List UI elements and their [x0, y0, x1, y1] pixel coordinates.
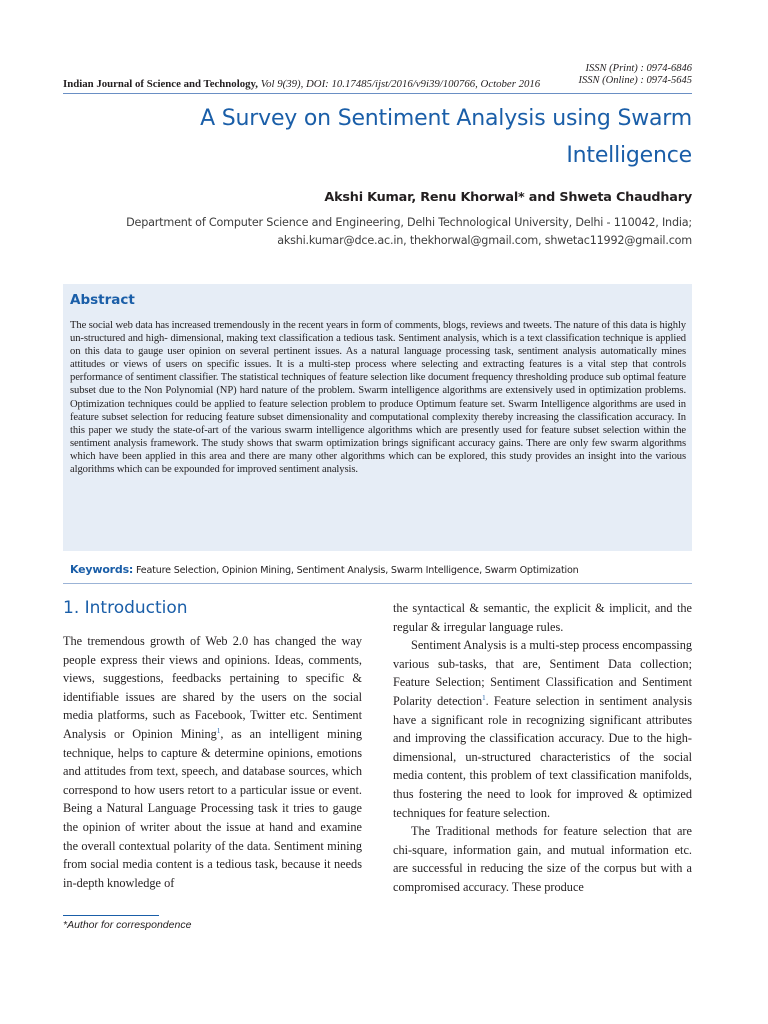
section-heading-introduction: 1. Introduction: [63, 598, 188, 618]
intro-paragraph-2: [393, 636, 692, 822]
intro-paragraph-cont: the syntactical & semantic, the explicit & implicit, and the regular & irregular language rules.: [393, 601, 692, 634]
intro-p1-part-a: The tremendous growth of Web 2.0 has changed the way people express their views and opinions. Ideas, comments, views, suggestions, feedbacks pertaining to specific & identifiable issues are shared by the users on the social media platforms, such as Facebook, Twitter etc. Sentiment Analysis or Opinion Mining: [63, 634, 362, 741]
authors: Akshi Kumar, Renu Khorwal* and Shweta Chaudhary: [324, 190, 692, 205]
title-line-2: Intelligence: [566, 143, 692, 168]
header-rule: [63, 93, 692, 94]
citation-1-link[interactable]: 1: [216, 726, 221, 735]
right-column: [393, 599, 692, 897]
journal-line: [63, 78, 540, 90]
issn-online: ISSN (Online) : 0974-5645: [578, 75, 692, 86]
keywords-rule: [63, 583, 692, 584]
keywords: [70, 563, 690, 576]
affiliation-line-1: Department of Computer Science and Engineering, Delhi Technological University, Delhi - 110042, India;: [126, 216, 692, 229]
intro-paragraph-3: The Traditional methods for feature selection that are chi-square, information gain, and mutual information etc. are successful in reducing the size of the corpus but with a compromised accuracy. These produce: [393, 824, 692, 894]
footnote: *Author for correspondence: [63, 919, 192, 931]
paper-title: [92, 100, 692, 174]
issn-print: ISSN (Print) : 0974-6846: [585, 63, 692, 74]
intro-p1-part-b: , as an intelligent mining technique, helps to capture & determine opinions, emotions and attitudes from text, speech, and database sources, which correspond to how users retort to a particular issue or event. Being a Natural Language Processing task it tries to gauge the opinion of writer about the issue at hand and examine the overall contextual polarity of the data. Sentiment mining from social media content is a tedious task, because it needs in-depth knowledge of: [63, 726, 362, 890]
abstract-heading: Abstract: [70, 292, 135, 308]
intro-p2-part-b: . Feature selection in sentiment analysis have a significant role in recognizing significant attributes and improving the classification accuracy. Due to the high- dimensional, un-structured characteristics of the social media content, this problem of text classification manifolds, thus fostering the need to look for improved & optimized techniques for feature selection.: [393, 693, 692, 820]
citation-1b-link[interactable]: 1: [482, 693, 486, 702]
intro-p2-part-a: Sentiment Analysis is a multi-step process encompassing various sub-tasks, that are, Sentiment Data collection; Feature Selection; Sentiment Classification and Sentiment Polarity detection: [393, 638, 692, 708]
keywords-label: Keywords:: [70, 563, 134, 576]
title-line-1: A Survey on Sentiment Analysis using Swarm: [200, 106, 692, 131]
journal-name: Indian Journal of Science and Technology,: [63, 78, 258, 90]
keywords-text: Feature Selection, Opinion Mining, Sentiment Analysis, Swarm Intelligence, Swarm Optimization: [136, 565, 579, 576]
intro-paragraph-1: [63, 632, 362, 892]
footnote-rule: [63, 915, 159, 916]
affiliation-emails: akshi.kumar@dce.ac.in, thekhorwal@gmail.com, shwetac11992@gmail.com: [277, 234, 692, 247]
issn-block: [579, 63, 692, 87]
affiliation: [126, 214, 692, 250]
journal-meta: Vol 9(39), DOI: 10.17485/ijst/2016/v9i39/100766, October 2016: [260, 78, 541, 90]
left-column: [63, 632, 362, 892]
abstract-text: The social web data has increased tremendously in the recent years in form of comments, blogs, reviews and tweets. The nature of this data is highly un-structured and high- dimensional, making text classification a tedious task. Sentiment analysis, which is a text classification technique is applied on this data to gauge user opinion on several pertinent issues. As a natural language processing task, sentiment analysis automatically mines attitudes or views of users on specific issues. It is a multi-step process where selecting and extracting features is a vital step that controls performance of sentiment classifier. The statistical techniques of feature selection like document frequency thresholding produce sub optimal feature subset due to the Non Polynomial (NP) hard nature of the problem. Swarm intelligence algorithms are extensively used in optimization problems. Optimization techniques could be applied to feature selection problem to produce Optimum feature set. Swarm Intelligence algorithms are used in feature subset selection for reducing feature subset dimensionality and computational complexity thereby increasing the classification accuracy. In this paper we study the state-of-art of the various swarm intelligence algorithms which are presently used for feature subset selection within the sentiment analysis framework. The study shows that swarm optimization brings significant accuracy gains. There are only few swarm algorithms which have been applied in this area and there are many other algorithms which can be explored, this study provides an insight into the various algorithms which can be expounded for improved sentiment analysis.: [70, 320, 686, 476]
